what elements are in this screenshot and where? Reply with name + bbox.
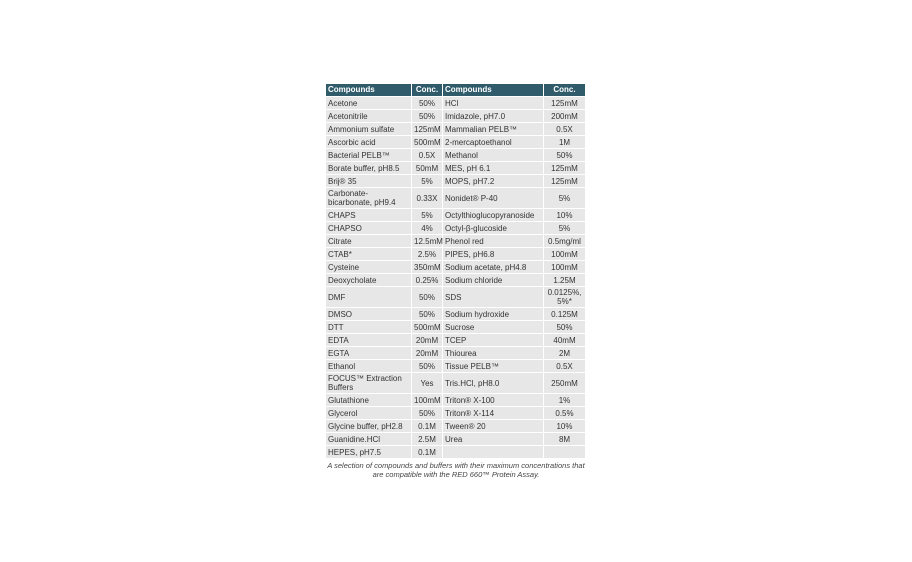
conc-right-cell: 125mM xyxy=(544,174,586,187)
table-row xyxy=(326,148,586,161)
conc-right-cell: 250mM xyxy=(544,372,586,393)
table-row xyxy=(326,346,586,359)
conc-right-cell: 40mM xyxy=(544,333,586,346)
table-body xyxy=(326,96,586,458)
compound-left-cell: HEPES, pH7.5 xyxy=(326,445,412,458)
conc-right-cell: 100mM xyxy=(544,260,586,273)
compound-left-cell: Ethanol xyxy=(326,359,412,372)
compound-left-cell: Acetone xyxy=(326,96,412,109)
compound-right-cell: Nonidet® P-40 xyxy=(443,187,544,208)
table-row xyxy=(326,419,586,432)
conc-left-cell: 5% xyxy=(412,174,443,187)
conc-right-cell: 8M xyxy=(544,432,586,445)
compound-right-cell: Thiourea xyxy=(443,346,544,359)
table-row xyxy=(326,174,586,187)
conc-right-cell: 0.125M xyxy=(544,307,586,320)
compound-right-cell: Imidazole, pH7.0 xyxy=(443,109,544,122)
conc-left-cell: 50% xyxy=(412,96,443,109)
conc-left-cell: 4% xyxy=(412,221,443,234)
table-row xyxy=(326,359,586,372)
compound-left-cell: DTT xyxy=(326,320,412,333)
conc-right-cell: 125mM xyxy=(544,96,586,109)
table-row xyxy=(326,445,586,458)
table-row xyxy=(326,307,586,320)
compatibility-table xyxy=(326,84,586,458)
compound-right-cell: Phenol red xyxy=(443,234,544,247)
conc-right-cell: 200mM xyxy=(544,109,586,122)
conc-left-cell: 50% xyxy=(412,359,443,372)
conc-right-cell: 0.5mg/ml xyxy=(544,234,586,247)
table-row xyxy=(326,234,586,247)
compound-right-cell: Sodium chloride xyxy=(443,273,544,286)
compound-left-cell: Acetonitrile xyxy=(326,109,412,122)
compound-left-cell: Brij® 35 xyxy=(326,174,412,187)
conc-right-cell: 0.5X xyxy=(544,122,586,135)
compound-left-cell: Glutathione xyxy=(326,393,412,406)
table-row xyxy=(326,122,586,135)
conc-left-cell: 50% xyxy=(412,406,443,419)
conc-right-cell: 1M xyxy=(544,135,586,148)
table-row xyxy=(326,286,586,307)
compound-right-cell: Mammalian PELB™ xyxy=(443,122,544,135)
conc-left-cell: 350mM xyxy=(412,260,443,273)
compound-right-cell: Triton® X-100 xyxy=(443,393,544,406)
compound-right-cell: HCl xyxy=(443,96,544,109)
compound-right-cell: MES, pH 6.1 xyxy=(443,161,544,174)
conc-right-cell: 2M xyxy=(544,346,586,359)
table-row xyxy=(326,333,586,346)
conc-right-cell: 1.25M xyxy=(544,273,586,286)
header-conc-left: Conc. xyxy=(412,84,443,96)
compound-left-cell: CTAB* xyxy=(326,247,412,260)
conc-left-cell: 0.33X xyxy=(412,187,443,208)
conc-left-cell: 500mM xyxy=(412,135,443,148)
conc-left-cell: 50% xyxy=(412,109,443,122)
compound-left-cell: EDTA xyxy=(326,333,412,346)
compound-right-cell: Octylthioglucopyranoside xyxy=(443,208,544,221)
header-compounds-left: Compounds xyxy=(326,84,412,96)
compound-left-cell: Citrate xyxy=(326,234,412,247)
conc-right-cell: 1% xyxy=(544,393,586,406)
table-caption: A selection of compounds and buffers with their maximum concentrations that are compatible with the RED 660™ Protein Assay. xyxy=(327,461,585,479)
compound-right-cell: PIPES, pH6.8 xyxy=(443,247,544,260)
conc-right-cell: 50% xyxy=(544,148,586,161)
conc-left-cell: 100mM xyxy=(412,393,443,406)
conc-left-cell: 20mM xyxy=(412,333,443,346)
compatibility-figure xyxy=(326,84,586,479)
compound-right-cell: Sucrose xyxy=(443,320,544,333)
conc-left-cell: 0.5X xyxy=(412,148,443,161)
conc-right-cell: 10% xyxy=(544,419,586,432)
compound-right-cell: Tissue PELB™ xyxy=(443,359,544,372)
compound-left-cell: Borate buffer, pH8.5 xyxy=(326,161,412,174)
table-row xyxy=(326,273,586,286)
compound-right-cell: SDS xyxy=(443,286,544,307)
table-row xyxy=(326,96,586,109)
conc-right-cell: 125mM xyxy=(544,161,586,174)
compound-left-cell: Glycine buffer, pH2.8 xyxy=(326,419,412,432)
table-row xyxy=(326,135,586,148)
compound-left-cell: Cysteine xyxy=(326,260,412,273)
conc-left-cell: 50% xyxy=(412,286,443,307)
conc-right-cell: 0.5% xyxy=(544,406,586,419)
table-row xyxy=(326,372,586,393)
table-row xyxy=(326,406,586,419)
conc-left-cell: 12.5mM xyxy=(412,234,443,247)
table-row xyxy=(326,187,586,208)
compound-right-cell: Sodium acetate, pH4.8 xyxy=(443,260,544,273)
compound-right-cell: 2-mercaptoethanol xyxy=(443,135,544,148)
table-row xyxy=(326,247,586,260)
table-row xyxy=(326,260,586,273)
compound-left-cell: CHAPSO xyxy=(326,221,412,234)
compound-left-cell: EGTA xyxy=(326,346,412,359)
compound-left-cell: DMSO xyxy=(326,307,412,320)
compound-right-cell xyxy=(443,445,544,458)
table-row xyxy=(326,221,586,234)
compound-right-cell: TCEP xyxy=(443,333,544,346)
table-row xyxy=(326,161,586,174)
compound-left-cell: CHAPS xyxy=(326,208,412,221)
compound-right-cell: Triton® X-114 xyxy=(443,406,544,419)
table-row xyxy=(326,432,586,445)
table-row xyxy=(326,320,586,333)
compound-left-cell: Guanidine.HCl xyxy=(326,432,412,445)
conc-right-cell: 50% xyxy=(544,320,586,333)
conc-left-cell: 0.1M xyxy=(412,419,443,432)
conc-left-cell: 0.25% xyxy=(412,273,443,286)
conc-left-cell: 20mM xyxy=(412,346,443,359)
compound-left-cell: Ammonium sulfate xyxy=(326,122,412,135)
compound-right-cell: MOPS, pH7.2 xyxy=(443,174,544,187)
conc-left-cell: 500mM xyxy=(412,320,443,333)
compound-right-cell: Tris.HCl, pH8.0 xyxy=(443,372,544,393)
header-conc-right: Conc. xyxy=(544,84,586,96)
conc-right-cell: 10% xyxy=(544,208,586,221)
compound-right-cell: Octyl-β-glucoside xyxy=(443,221,544,234)
conc-right-cell: 0.0125%, 5%* xyxy=(544,286,586,307)
compound-left-cell: Carbonate-bicarbonate, pH9.4 xyxy=(326,187,412,208)
conc-left-cell: 125mM xyxy=(412,122,443,135)
compound-left-cell: FOCUS™ Extraction Buffers xyxy=(326,372,412,393)
compound-left-cell: Ascorbic acid xyxy=(326,135,412,148)
table-header-row xyxy=(326,84,586,96)
conc-right-cell: 5% xyxy=(544,221,586,234)
conc-left-cell: 5% xyxy=(412,208,443,221)
compound-right-cell: Sodium hydroxide xyxy=(443,307,544,320)
compound-right-cell: Tween® 20 xyxy=(443,419,544,432)
compound-right-cell: Methanol xyxy=(443,148,544,161)
conc-left-cell: 2.5% xyxy=(412,247,443,260)
compound-right-cell: Urea xyxy=(443,432,544,445)
conc-right-cell: 5% xyxy=(544,187,586,208)
conc-left-cell: 0.1M xyxy=(412,445,443,458)
compound-left-cell: Bacterial PELB™ xyxy=(326,148,412,161)
conc-left-cell: Yes xyxy=(412,372,443,393)
conc-right-cell: 0.5X xyxy=(544,359,586,372)
compound-left-cell: Glycerol xyxy=(326,406,412,419)
compound-left-cell: Deoxycholate xyxy=(326,273,412,286)
table-row xyxy=(326,393,586,406)
conc-left-cell: 2.5M xyxy=(412,432,443,445)
conc-right-cell: 100mM xyxy=(544,247,586,260)
header-compounds-right: Compounds xyxy=(443,84,544,96)
conc-right-cell xyxy=(544,445,586,458)
table-row xyxy=(326,109,586,122)
compound-left-cell: DMF xyxy=(326,286,412,307)
conc-left-cell: 50% xyxy=(412,307,443,320)
table-row xyxy=(326,208,586,221)
conc-left-cell: 50mM xyxy=(412,161,443,174)
